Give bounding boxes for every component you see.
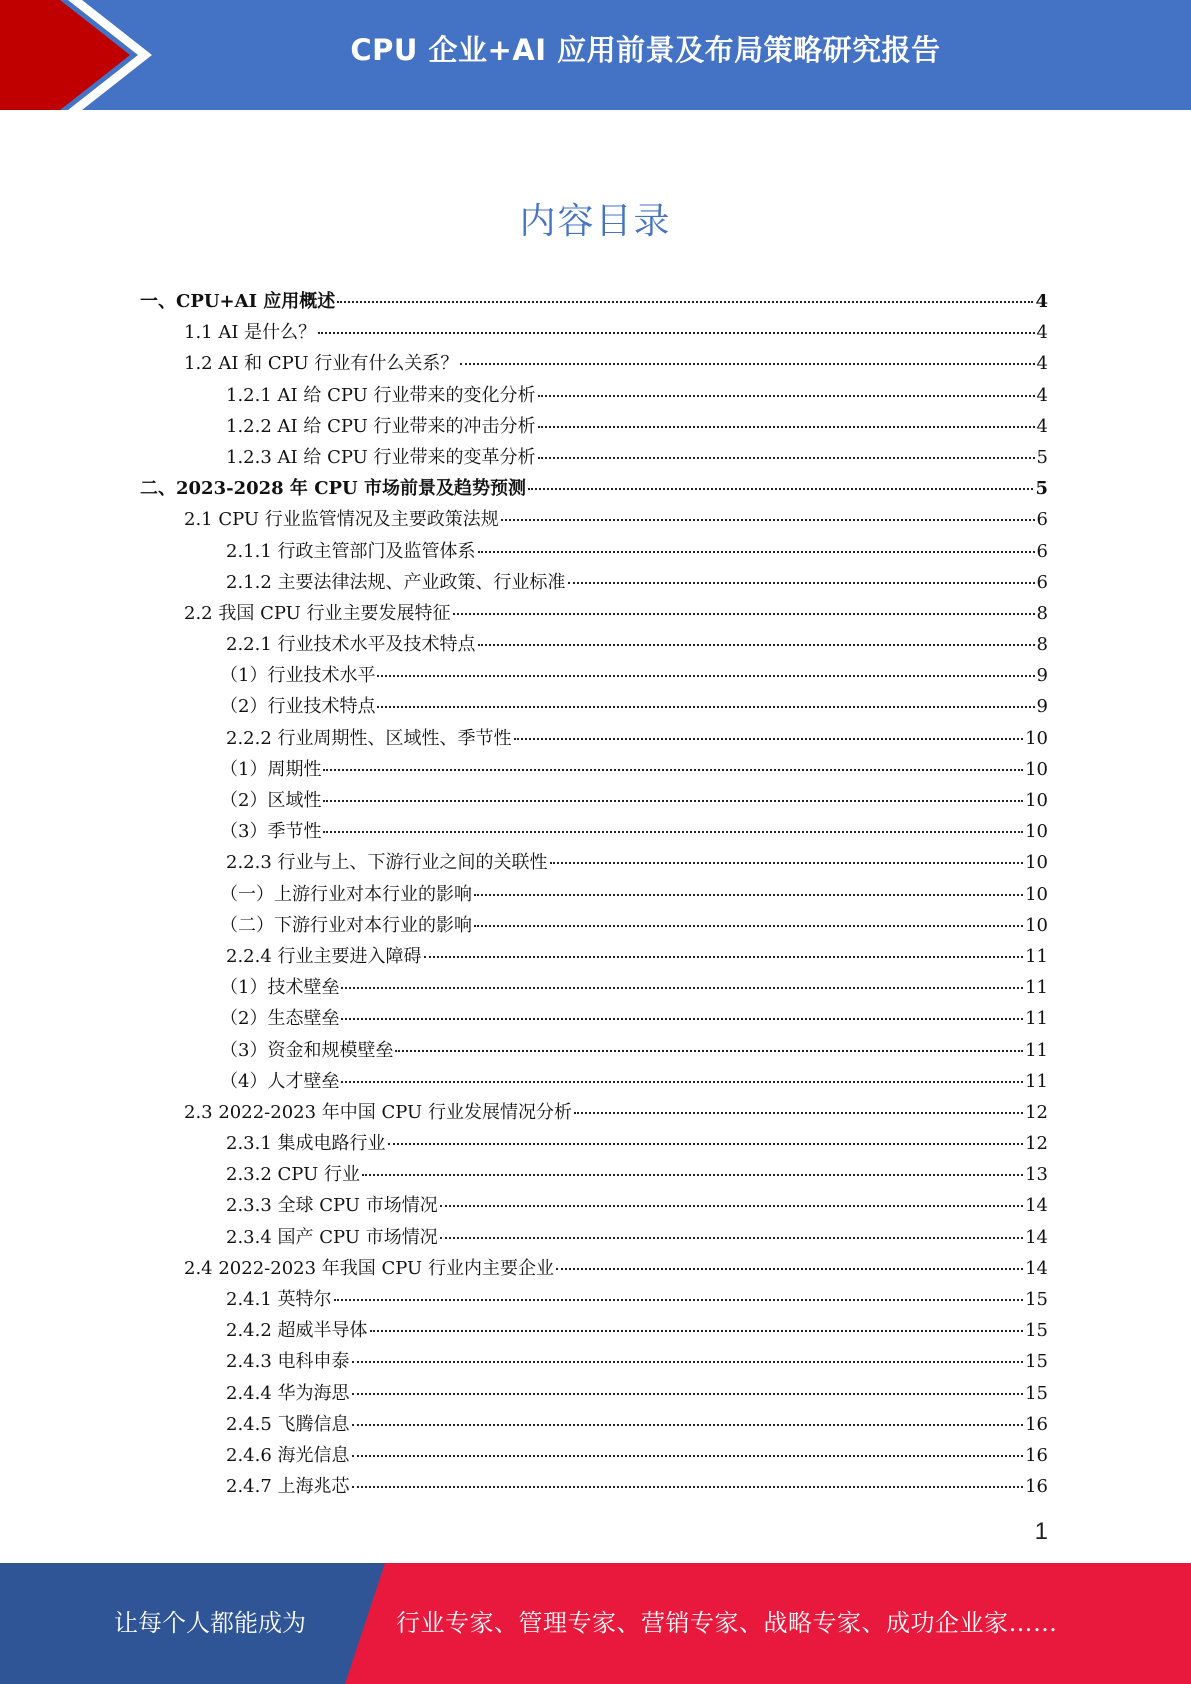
report-header-band: [0, 0, 1191, 110]
toc-entry-title: 1.2.1 AI 给 CPU 行业带来的变化分析: [226, 384, 536, 406]
toc-entry[interactable]: [140, 1315, 1048, 1346]
toc-entry[interactable]: [140, 1253, 1048, 1284]
toc-entry-title: 2.3.3 全球 CPU 市场情况: [226, 1195, 438, 1217]
toc-entry[interactable]: [140, 1409, 1048, 1440]
toc-dot-leader: [323, 799, 1023, 802]
table-of-contents: [140, 286, 1048, 1502]
toc-entry[interactable]: [140, 816, 1048, 847]
toc-entry-page: 9: [1036, 665, 1048, 687]
toc-entry-page: 6: [1036, 509, 1048, 531]
toc-entry-title: 2.4.7 上海兆芯: [226, 1476, 350, 1498]
toc-entry-page: 12: [1025, 1133, 1048, 1155]
toc-entry-page: 16: [1025, 1413, 1048, 1435]
toc-dot-leader: [370, 1329, 1024, 1332]
toc-entry-page: 5: [1035, 478, 1048, 500]
toc-entry[interactable]: [140, 691, 1048, 722]
toc-entry-page: 4: [1036, 322, 1048, 344]
toc-entry[interactable]: [140, 941, 1048, 972]
toc-dot-leader: [323, 768, 1023, 771]
toc-entry-page: 15: [1025, 1289, 1048, 1310]
toc-entry-page: 15: [1025, 1382, 1048, 1404]
toc-entry-page: 4: [1036, 384, 1048, 406]
toc-entry[interactable]: [140, 348, 1048, 379]
toc-entry[interactable]: [140, 785, 1048, 816]
toc-entry[interactable]: [140, 1128, 1048, 1159]
toc-dot-leader: [362, 1173, 1023, 1176]
page-number: 1: [1034, 1518, 1048, 1545]
toc-entry[interactable]: [140, 1378, 1048, 1409]
toc-entry[interactable]: [140, 1471, 1048, 1502]
toc-entry-title: 2.4.5 飞腾信息: [226, 1413, 350, 1435]
toc-entry[interactable]: [140, 1190, 1048, 1221]
toc-dot-leader: [474, 924, 1023, 927]
toc-entry[interactable]: [140, 1284, 1048, 1315]
toc-dot-leader: [478, 550, 1035, 553]
toc-entry-page: 10: [1025, 883, 1048, 905]
toc-entry-page: 10: [1025, 758, 1048, 780]
toc-dot-leader: [352, 1454, 1024, 1457]
toc-entry-page: 11: [1025, 945, 1048, 967]
toc-entry-page: 8: [1036, 602, 1048, 624]
toc-dot-leader: [501, 518, 1035, 521]
toc-entry-page: 10: [1025, 852, 1048, 874]
toc-dot-leader: [388, 1142, 1024, 1145]
toc-entry-page: 8: [1036, 634, 1048, 656]
toc-entry[interactable]: [140, 411, 1048, 442]
toc-dot-leader: [395, 1049, 1023, 1052]
toc-entry-title: （一）上游行业对本行业的影响: [220, 883, 472, 905]
toc-entry[interactable]: [140, 1035, 1048, 1066]
toc-dot-leader: [352, 1485, 1024, 1488]
toc-dot-leader: [514, 737, 1024, 740]
toc-entry-title: 2.1.2 主要法律法规、产业政策、行业标准: [226, 571, 566, 593]
toc-dot-leader: [538, 456, 1035, 459]
toc-entry-title: 2.1.1 行政主管部门及监管体系: [226, 540, 476, 562]
toc-entry[interactable]: [140, 1222, 1048, 1253]
toc-entry-page: 4: [1035, 291, 1048, 312]
toc-entry[interactable]: [140, 1066, 1048, 1097]
toc-entry-title: 1.2.3 AI 给 CPU 行业带来的变革分析: [226, 446, 536, 468]
toc-entry-page: 10: [1025, 914, 1048, 936]
toc-entry-title: （二）下游行业对本行业的影响: [220, 914, 472, 936]
toc-entry-title: 2.4 2022-2023 年我国 CPU 行业内主要企业: [184, 1257, 554, 1279]
toc-entry-page: 12: [1025, 1101, 1048, 1123]
toc-entry[interactable]: [140, 567, 1048, 598]
toc-entry-page: 16: [1025, 1444, 1048, 1466]
toc-dot-leader: [337, 300, 1033, 303]
toc-dot-leader: [341, 986, 1023, 989]
toc-entry-title: （4）人才壁垒: [220, 1070, 340, 1092]
toc-dot-leader: [528, 487, 1033, 490]
toc-entry-page: 11: [1025, 1008, 1048, 1030]
toc-entry-title: （1）行业技术水平: [220, 665, 376, 687]
toc-entry-title: 1.2 AI 和 CPU 行业有什么关系？: [184, 353, 459, 375]
toc-entry-page: 10: [1025, 821, 1048, 843]
toc-entry[interactable]: [140, 879, 1048, 910]
toc-entry-title: 2.4.6 海光信息: [226, 1444, 350, 1466]
toc-entry-page: 13: [1025, 1164, 1048, 1186]
toc-entry-page: 11: [1025, 1039, 1048, 1061]
report-title: CPU 企业+AI 应用前景及布局策略研究报告: [350, 33, 941, 67]
toc-entry-title: 1.2.2 AI 给 CPU 行业带来的冲击分析: [226, 415, 536, 437]
toc-dot-leader: [538, 394, 1035, 397]
toc-entry-title: 2.2 我国 CPU 行业主要发展特征: [184, 602, 451, 624]
toc-entry-title: 2.4.3 电科申泰: [226, 1351, 350, 1373]
toc-entry-title: 2.3 2022-2023 年中国 CPU 行业发展情况分析: [184, 1101, 572, 1123]
toc-entry-page: 15: [1025, 1320, 1048, 1342]
toc-entry-page: 4: [1036, 415, 1048, 437]
footer-band: [0, 1563, 1191, 1684]
toc-dot-leader: [352, 1360, 1024, 1363]
toc-dot-leader: [352, 1423, 1024, 1426]
toc-entry[interactable]: [140, 754, 1048, 785]
toc-heading: 内容目录: [519, 201, 672, 242]
toc-dot-leader: [318, 331, 1034, 334]
toc-entry-title: （2）生态壁垒: [220, 1008, 340, 1030]
toc-entry[interactable]: [140, 473, 1048, 504]
toc-entry[interactable]: [140, 660, 1048, 691]
toc-dot-leader: [377, 705, 1034, 708]
toc-entry-title: 2.2.2 行业周期性、区域性、季节性: [226, 727, 512, 749]
toc-entry-title: 1.1 AI 是什么？: [184, 322, 317, 344]
toc-entry-page: 5: [1036, 446, 1048, 468]
toc-entry-title: （1）周期性: [220, 758, 322, 780]
toc-entry[interactable]: [140, 504, 1048, 535]
toc-entry[interactable]: [140, 972, 1048, 1003]
toc-entry-page: 14: [1025, 1226, 1048, 1248]
toc-dot-leader: [556, 1267, 1023, 1270]
toc-entry-page: 11: [1025, 1070, 1048, 1092]
toc-entry-title: （2）行业技术特点: [220, 696, 376, 718]
toc-dot-leader: [440, 1236, 1023, 1239]
toc-entry-title: 2.4.4 华为海思: [226, 1382, 350, 1404]
toc-entry-page: 15: [1025, 1351, 1048, 1373]
toc-entry[interactable]: [140, 723, 1048, 754]
toc-dot-leader: [538, 425, 1035, 428]
toc-entry-title: 2.2.4 行业主要进入障碍: [226, 945, 422, 967]
toc-dot-leader: [341, 1080, 1023, 1083]
toc-entry-title: （2）区域性: [220, 790, 322, 811]
header-chevron-icon: [0, 0, 160, 110]
toc-dot-leader: [574, 1111, 1023, 1114]
toc-dot-leader: [440, 1204, 1023, 1207]
toc-entry-title: 2.3.4 国产 CPU 市场情况: [226, 1226, 438, 1248]
toc-entry-title: 一、CPU+AI 应用概述: [140, 291, 336, 312]
toc-entry-title: 2.3.2 CPU 行业: [226, 1164, 360, 1186]
toc-entry-title: （3）资金和规模壁垒: [220, 1039, 394, 1061]
toc-dot-leader: [323, 830, 1023, 833]
toc-dot-leader: [341, 1017, 1023, 1020]
toc-entry[interactable]: [140, 1003, 1048, 1034]
toc-entry-title: 2.2.3 行业与上、下游行业之间的关联性: [226, 852, 548, 874]
toc-entry[interactable]: [140, 286, 1048, 317]
toc-dot-leader: [550, 861, 1024, 864]
toc-dot-leader: [478, 643, 1035, 646]
toc-entry-title: 2.1 CPU 行业监管情况及主要政策法规: [184, 509, 499, 531]
toc-entry[interactable]: [140, 380, 1048, 411]
toc-entry-title: 2.4.1 英特尔: [226, 1289, 332, 1310]
toc-dot-leader: [568, 581, 1035, 584]
toc-dot-leader: [460, 362, 1034, 365]
toc-dot-leader: [424, 955, 1024, 958]
toc-entry-title: 2.2.1 行业技术水平及技术特点: [226, 634, 476, 656]
toc-entry-title: （3）季节性: [220, 821, 322, 843]
toc-entry-page: 6: [1036, 540, 1048, 562]
toc-dot-leader: [453, 612, 1035, 615]
toc-entry[interactable]: [140, 442, 1048, 473]
toc-entry-page: 9: [1036, 696, 1048, 718]
toc-entry[interactable]: [140, 910, 1048, 941]
toc-entry[interactable]: [140, 1346, 1048, 1377]
toc-entry-page: 14: [1025, 1195, 1048, 1217]
toc-dot-leader: [352, 1392, 1024, 1395]
toc-entry[interactable]: [140, 1097, 1048, 1128]
toc-entry[interactable]: [140, 1159, 1048, 1190]
toc-entry-page: 10: [1025, 790, 1048, 811]
toc-entry[interactable]: [140, 598, 1048, 629]
toc-entry[interactable]: [140, 1440, 1048, 1471]
toc-dot-leader: [334, 1298, 1024, 1301]
toc-entry-page: 11: [1025, 977, 1048, 999]
toc-entry-page: 16: [1025, 1476, 1048, 1498]
toc-entry-page: 6: [1036, 571, 1048, 593]
toc-entry-page: 4: [1036, 353, 1048, 375]
toc-entry[interactable]: [140, 317, 1048, 348]
toc-entry-title: （1）技术壁垒: [220, 977, 340, 999]
toc-entry-title: 2.4.2 超威半导体: [226, 1320, 368, 1342]
toc-entry-page: 10: [1025, 727, 1048, 749]
toc-dot-leader: [377, 674, 1034, 677]
footer-slogan-left: 让每个人都能成为: [114, 1609, 306, 1637]
toc-entry-title: 2.3.1 集成电路行业: [226, 1133, 386, 1155]
toc-entry-page: 14: [1025, 1257, 1048, 1279]
toc-entry[interactable]: [140, 536, 1048, 567]
toc-entry[interactable]: [140, 847, 1048, 878]
toc-entry-title: 二、2023-2028 年 CPU 市场前景及趋势预测: [140, 478, 527, 500]
toc-entry[interactable]: [140, 629, 1048, 660]
footer-slogan-right: 行业专家、管理专家、营销专家、战略专家、成功企业家……: [396, 1609, 1058, 1637]
toc-dot-leader: [474, 893, 1023, 896]
